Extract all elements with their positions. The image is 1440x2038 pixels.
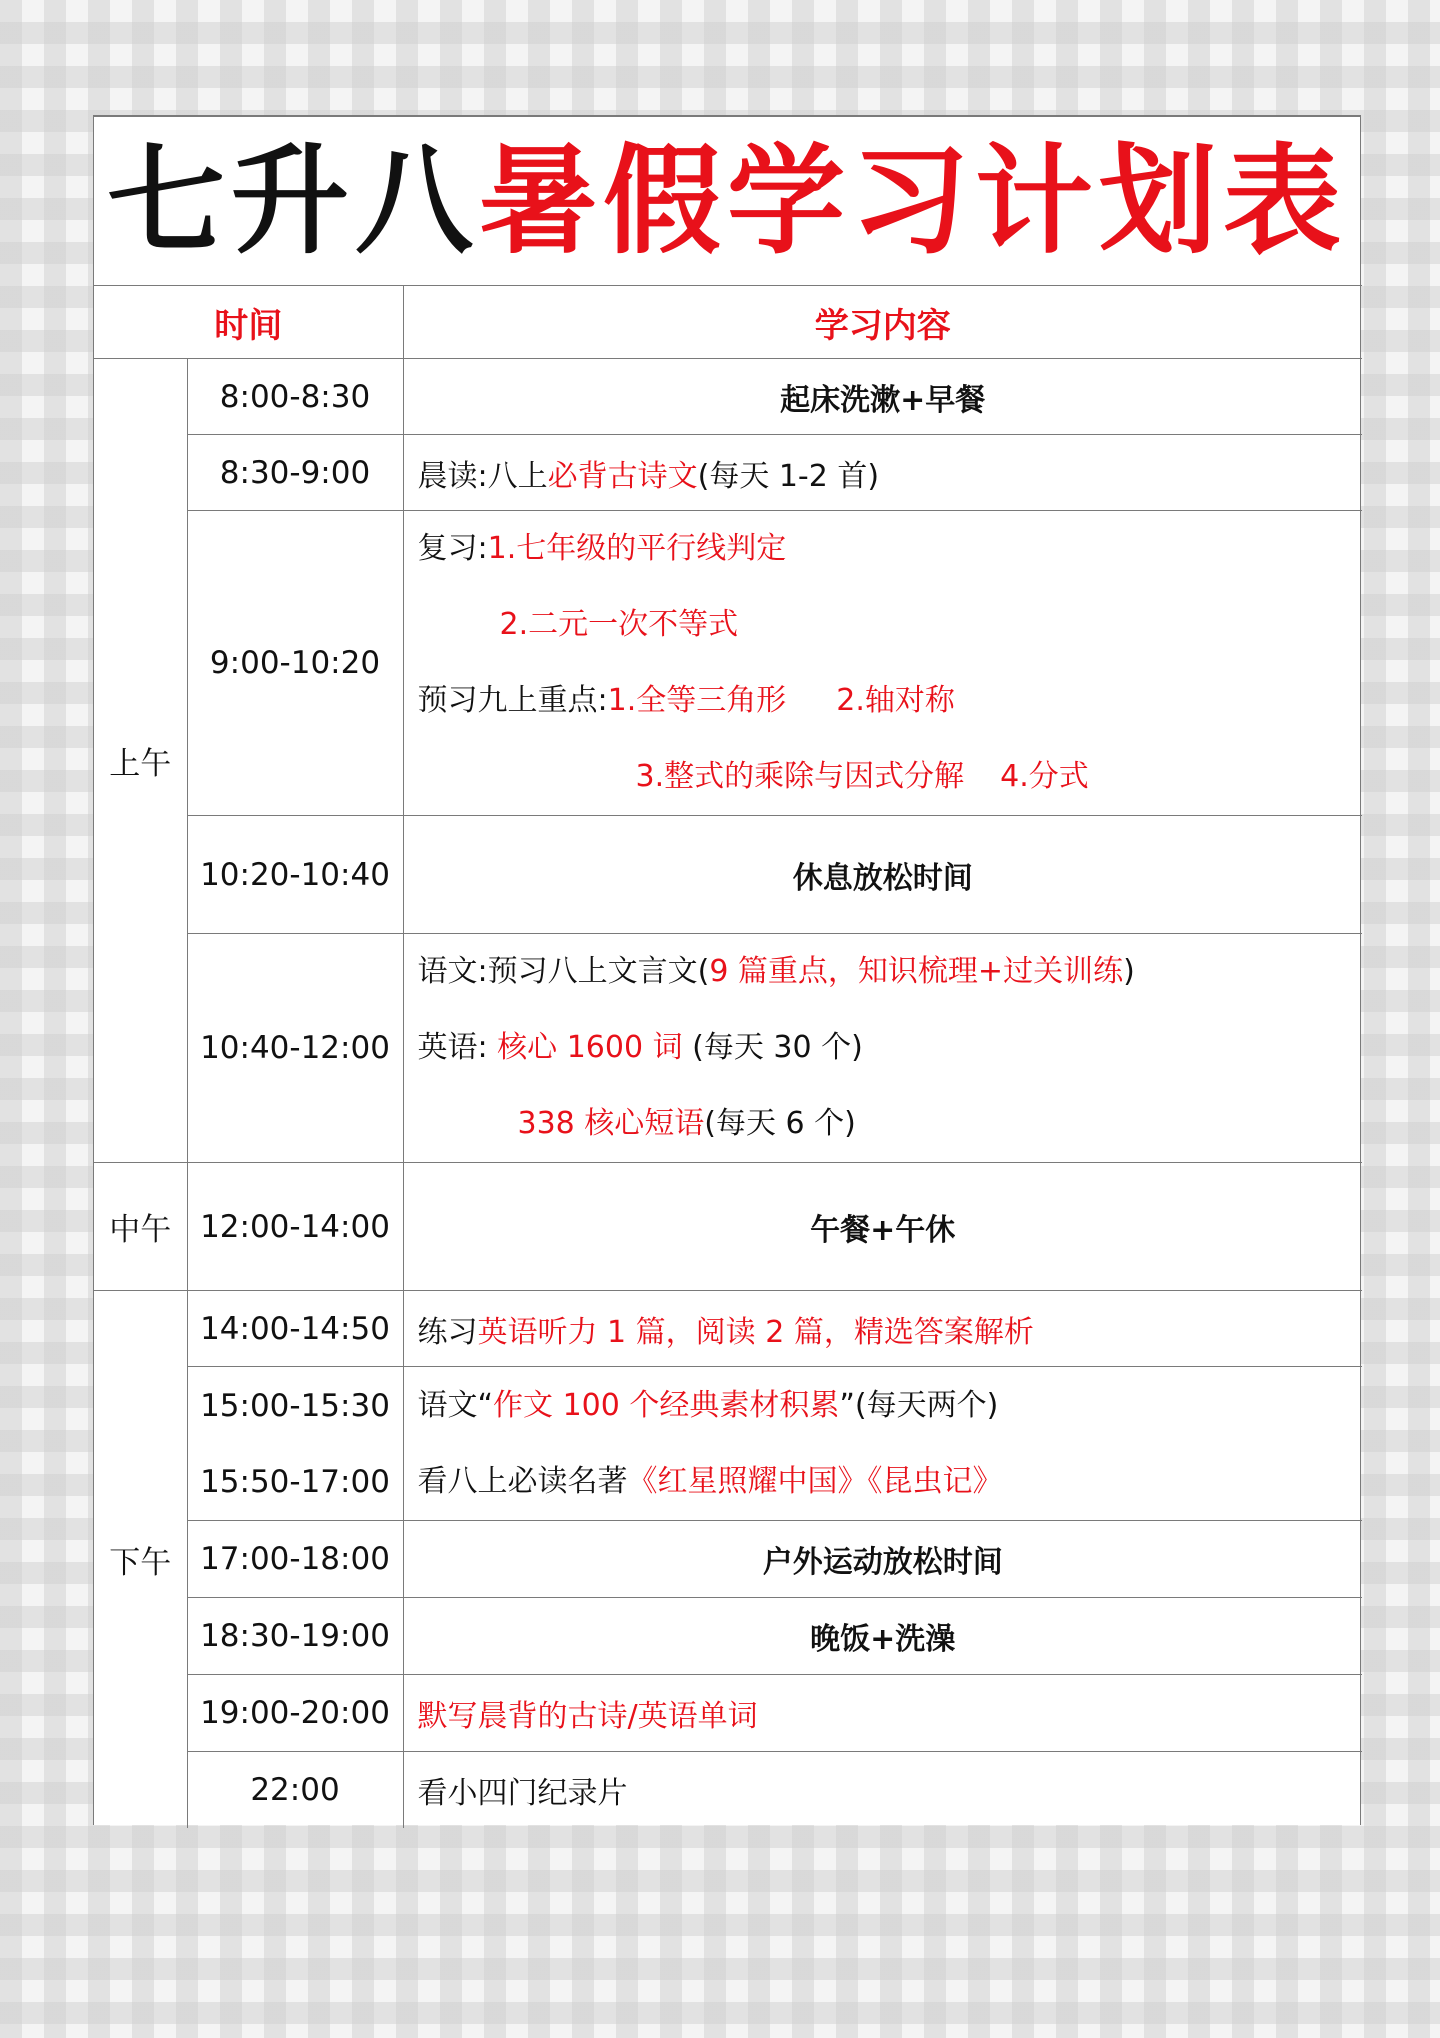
text: ”(每天两个) [839,1387,999,1423]
content-line [418,511,1363,587]
table-row [94,511,1362,816]
text-highlight: 英语听力 1 篇，阅读 2 篇，精选答案解析 [477,1314,1034,1350]
text: ) [1123,954,1135,989]
time-cell: 17:00-18:00 [187,1521,403,1598]
text-highlight: 9 篇重点，知识梳理+过关训练 [709,954,1124,989]
text-highlight: 核心 1600 词 [497,1030,683,1065]
content-line: 2.二元一次不等式 [499,607,739,642]
text: (每天 6 个) [704,1106,856,1141]
content-cell: 看小四门纪录片 [403,1752,1362,1828]
content-line [418,1444,1363,1520]
time-cell: 10:40-12:00 [187,934,403,1163]
title-red: 暑假学习计划表 [479,132,1348,270]
text: 语文“ [417,1387,494,1423]
text-highlight: 338 核心短语 [517,1106,705,1141]
time-text: 15:00-15:30 [200,1387,390,1424]
text: 预习九上重点: [417,683,608,718]
content-cell: 休息放松时间 [403,816,1362,934]
time-text: 15:50-17:00 [200,1463,390,1500]
text: 练习 [417,1314,478,1350]
text: (每天 30 个) [692,1030,863,1065]
table-row [94,1598,1362,1675]
title-black: 七升八 [106,132,479,270]
table-row [94,1675,1362,1752]
text: 看八上必读名著 [417,1463,628,1499]
content-cell: 午餐+午休 [403,1163,1362,1291]
time-cell: 10:20-10:40 [187,816,403,934]
text-highlight: 1.全等三角形 [607,683,787,718]
text-highlight: 1.七年级的平行线判定 [487,531,787,566]
time-cell: 14:00-14:50 [187,1291,403,1367]
content-cell [403,511,1362,816]
text-highlight: 3.整式的乘除与因式分解 [635,759,965,794]
content-line [418,663,1363,739]
time-cell [187,1367,403,1521]
time-cell: 19:00-20:00 [187,1675,403,1752]
text-highlight: 必背古诗文 [547,458,698,494]
text: 晨读:八上 [417,458,548,494]
content-cell: 晚饭+洗澡 [403,1598,1362,1675]
content-cell: 户外运动放松时间 [403,1521,1362,1598]
table-row [94,934,1362,1163]
text-highlight: 4.分式 [1000,759,1089,794]
text-highlight: 《红星照耀中国》《昆虫记》 [627,1463,1003,1499]
content-cell: 默写晨背的古诗/英语单词 [403,1675,1362,1752]
period-afternoon: 下午 [94,1291,187,1828]
table-row [94,359,1362,435]
text-highlight: 2.轴对称 [836,683,955,718]
time-cell: 8:00-8:30 [187,359,403,435]
time-cell: 12:00-14:00 [187,1163,403,1291]
content-cell [403,934,1362,1163]
period-noon: 中午 [94,1163,187,1291]
content-cell: 起床洗漱+早餐 [403,359,1362,435]
text: 语文:预习八上文言文( [417,954,710,989]
table-row [94,1367,1362,1521]
time-cell: 8:30-9:00 [187,435,403,511]
text-highlight: 作文 100 个经典素材积累 [493,1387,840,1423]
content-line [418,739,1363,815]
content-line [418,1086,1363,1162]
schedule-table [94,285,1362,1828]
content-cell [403,435,1362,511]
table-row [94,816,1362,934]
content-cell [403,1367,1362,1521]
header-time: 时间 [94,286,403,359]
time-cell: 18:30-19:00 [187,1598,403,1675]
table-row [94,1163,1362,1291]
period-morning: 上午 [94,359,187,1163]
table-row [94,435,1362,511]
page-title [94,117,1360,285]
header-content: 学习内容 [403,286,1362,359]
content-line [418,1010,1363,1086]
table-row [94,1752,1362,1828]
header-row [94,286,1362,359]
schedule-sheet [93,115,1361,1825]
text: 英语: [417,1030,488,1065]
content-line [418,934,1363,1010]
content-cell [403,1291,1362,1367]
table-row [94,1291,1362,1367]
text: 复习: [417,531,488,566]
text: (每天 1-2 首) [697,458,880,494]
content-line [418,1368,1363,1444]
time-cell: 9:00-10:20 [187,511,403,816]
table-row [94,1521,1362,1598]
time-cell: 22:00 [187,1752,403,1828]
